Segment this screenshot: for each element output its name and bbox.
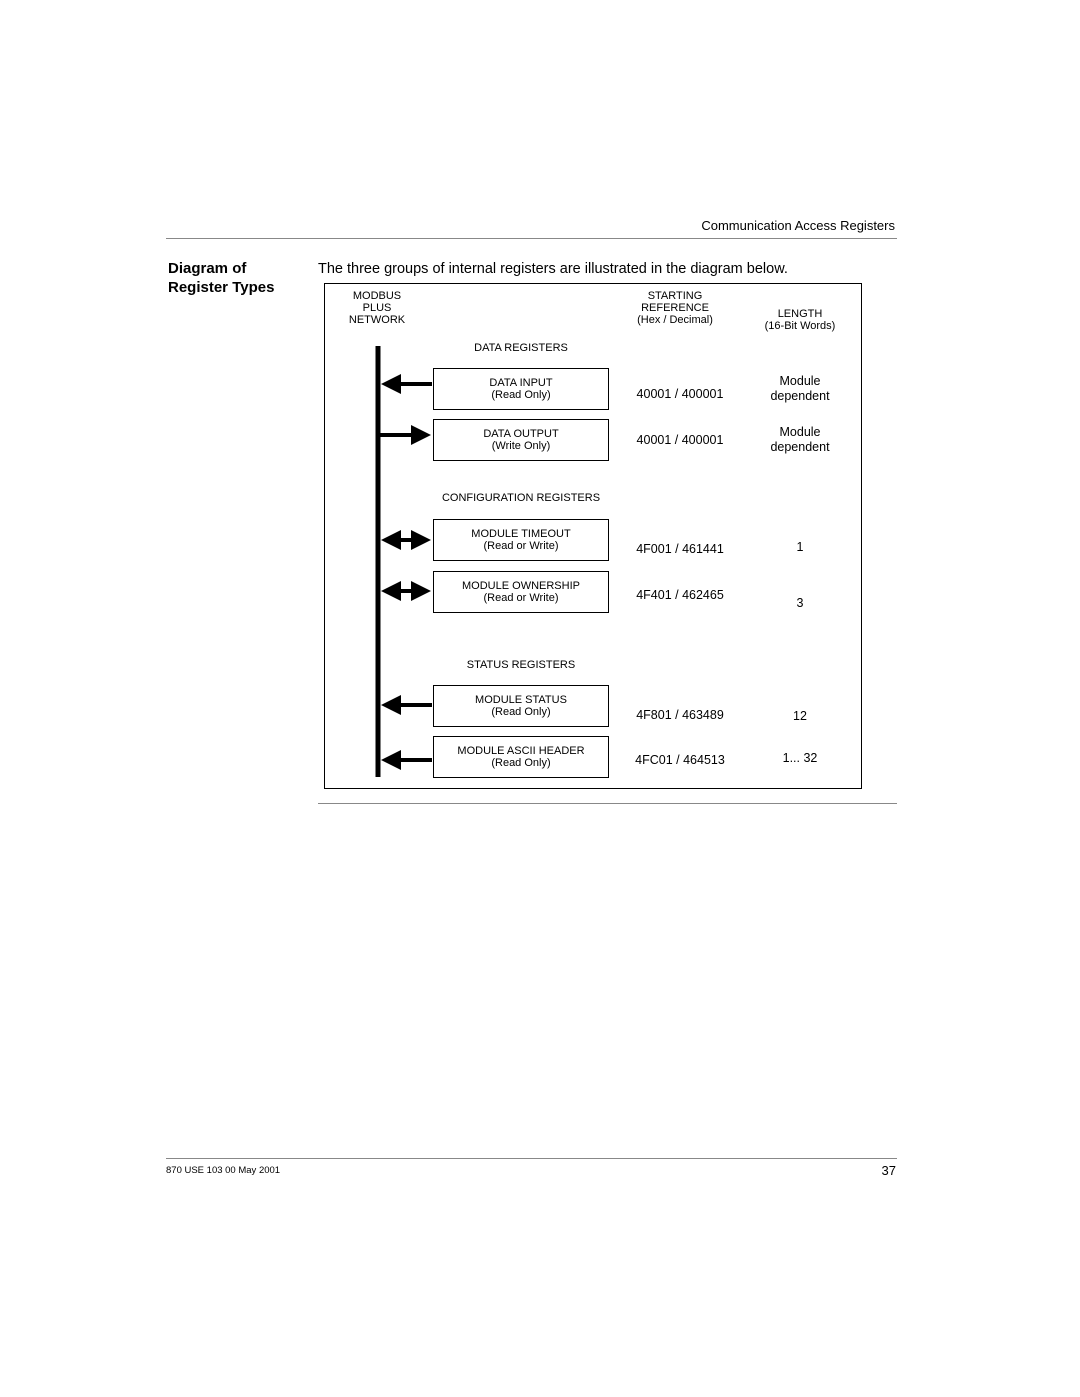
- page-number: 37: [881, 1163, 896, 1178]
- register-box-data-input: [433, 368, 609, 410]
- length-module-ascii-header: 1... 32: [782, 751, 818, 765]
- running-header: Communication Access Registers: [701, 218, 895, 233]
- length-module-timeout: 1: [796, 540, 804, 554]
- arrow-module-timeout: [381, 530, 431, 550]
- register-box-module-timeout: [433, 519, 609, 561]
- arrow-module-ascii-header: [381, 750, 432, 770]
- register-access: (Read Only): [491, 757, 551, 769]
- sidehead-line-1: Diagram of: [168, 260, 247, 277]
- reference-module-timeout: 4F001 / 461441: [636, 542, 724, 556]
- column-header-reference: [620, 290, 730, 326]
- reference-label-3: (Hex / Decimal): [637, 314, 713, 326]
- register-name: MODULE STATUS: [475, 694, 567, 706]
- arrow-module-ownership: [381, 581, 431, 601]
- length-line-1: Module: [779, 374, 821, 388]
- reference-label-2: REFERENCE: [641, 302, 709, 314]
- reference-label-1: STARTING: [647, 290, 703, 302]
- section-end-rule: [318, 803, 897, 804]
- network-label-2: PLUS: [362, 302, 392, 314]
- footer-rule: [166, 1158, 897, 1159]
- register-name: MODULE ASCII HEADER: [457, 745, 585, 757]
- reference-data-input: 40001 / 400001: [636, 387, 724, 401]
- length-data-output: [755, 425, 845, 455]
- register-box-module-ascii-header: [433, 736, 609, 778]
- length-line-1: Module: [779, 425, 821, 439]
- register-box-module-ownership: [433, 571, 609, 613]
- footer-doc-id: 870 USE 103 00 May 2001: [166, 1165, 281, 1176]
- column-header-length: [750, 308, 850, 332]
- reference-data-output: 40001 / 400001: [636, 433, 724, 447]
- register-access: (Read Only): [491, 389, 551, 401]
- length-label-2: (16-Bit Words): [764, 320, 836, 332]
- network-label-3: NETWORK: [348, 314, 406, 326]
- register-name: DATA OUTPUT: [483, 428, 559, 440]
- register-name: MODULE TIMEOUT: [471, 528, 571, 540]
- header-rule: [166, 238, 897, 239]
- length-line-2: dependent: [770, 440, 830, 454]
- length-data-input: [755, 374, 845, 404]
- group-title-data: DATA REGISTERS: [474, 342, 568, 354]
- register-access: (Read or Write): [483, 592, 559, 604]
- length-module-status: 12: [793, 709, 807, 723]
- register-name: DATA INPUT: [489, 377, 553, 389]
- register-name: MODULE OWNERSHIP: [462, 580, 580, 592]
- sidehead-line-2: Register Types: [168, 279, 275, 296]
- column-header-network: [337, 290, 417, 326]
- arrow-data-input: [381, 374, 432, 394]
- length-line-2: dependent: [770, 389, 830, 403]
- intro-text: The three groups of internal registers are illustrated in the diagram below.: [318, 261, 788, 277]
- arrow-module-status: [381, 695, 432, 715]
- length-module-ownership: 3: [796, 596, 804, 610]
- network-label-1: MODBUS: [352, 290, 402, 302]
- arrow-data-output: [380, 425, 431, 445]
- reference-module-ownership: 4F401 / 462465: [636, 588, 724, 602]
- group-title-configuration: CONFIGURATION REGISTERS: [441, 492, 601, 504]
- group-title-status: STATUS REGISTERS: [466, 659, 576, 671]
- register-box-module-status: [433, 685, 609, 727]
- reference-module-ascii-header: 4FC01 / 464513: [635, 753, 725, 767]
- register-access: (Read or Write): [483, 540, 559, 552]
- register-access: (Read Only): [491, 706, 551, 718]
- reference-module-status: 4F801 / 463489: [636, 708, 724, 722]
- register-box-data-output: [433, 419, 609, 461]
- register-diagram: [324, 283, 862, 789]
- register-access: (Write Only): [491, 440, 551, 452]
- length-label-1: LENGTH: [777, 308, 823, 320]
